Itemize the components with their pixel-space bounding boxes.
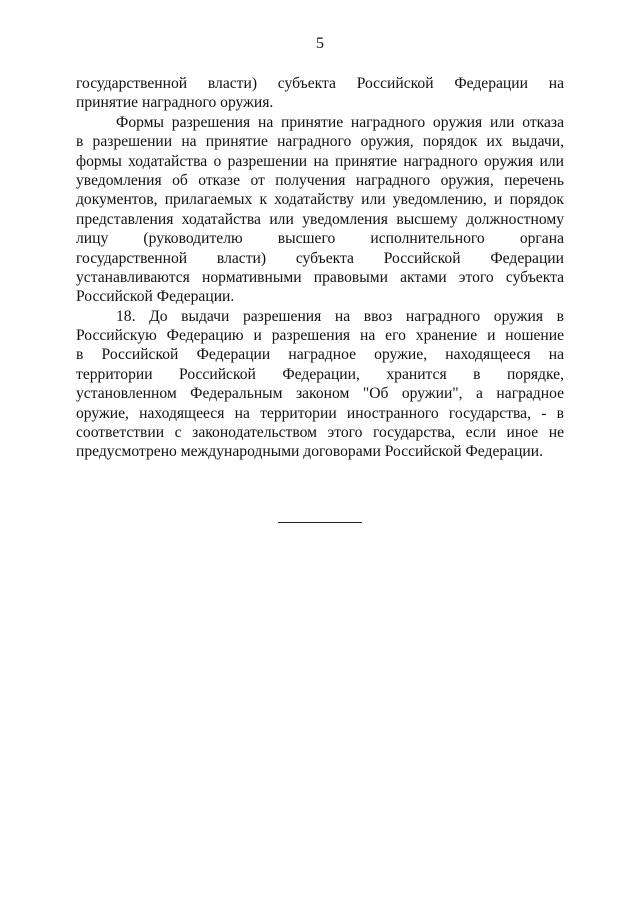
text-line: Российской Федерации. bbox=[76, 288, 235, 306]
paragraph-item-18 bbox=[76, 307, 564, 462]
text-line: Российскую Федерацию и разрешения на его хранение и ношение bbox=[76, 327, 564, 345]
text-line: уведомления об отказе от получения наградного оружия, перечень bbox=[76, 171, 564, 189]
paragraph-forms bbox=[76, 113, 564, 307]
text-line: формы ходатайства о разрешении на принятие наградного оружия или bbox=[76, 152, 564, 170]
document-body bbox=[76, 74, 564, 462]
text-line: документов, прилагаемых к ходатайству или уведомлению, и порядок bbox=[76, 191, 564, 209]
text-line: государственной власти) субъекта Российской Федерации на bbox=[76, 75, 564, 92]
text-line: соответствии с законодательством этого государства, если иное не bbox=[76, 424, 564, 442]
text-line: в разрешении на принятие наградного оружия, порядок их выдачи, bbox=[76, 133, 564, 151]
text-line: Формы разрешения на принятие наградного оружия или отказа bbox=[116, 113, 564, 131]
text-line: предусмотрено международными договорами Российской Федерации. bbox=[76, 443, 544, 461]
text-line: территории Российской Федерации, хранится в порядке, bbox=[76, 365, 564, 383]
text-line: государственной власти) субъекта Российской Федерации bbox=[76, 249, 564, 267]
text-line: устанавливаются нормативными правовыми актами этого субъекта bbox=[76, 268, 564, 286]
text-line: в Российской Федерации наградное оружие, находящееся на bbox=[76, 346, 564, 364]
text-line: лицу (руководителю высшего исполнительного органа bbox=[76, 230, 564, 248]
end-separator-line bbox=[278, 522, 362, 523]
text-line: оружие, находящееся на территории иностранного государства, - в bbox=[76, 404, 564, 422]
text-line: принятие наградного оружия. bbox=[76, 94, 274, 112]
text-line: установленном Федеральным законом "Об оружии", а наградное bbox=[76, 385, 564, 403]
paragraph-continuation bbox=[76, 74, 564, 113]
text-line: представления ходатайства или уведомления высшему должностному bbox=[76, 210, 564, 228]
page-number: 5 bbox=[316, 35, 324, 52]
text-line: 18. До выдачи разрешения на ввоз наградного оружия в bbox=[116, 307, 564, 325]
